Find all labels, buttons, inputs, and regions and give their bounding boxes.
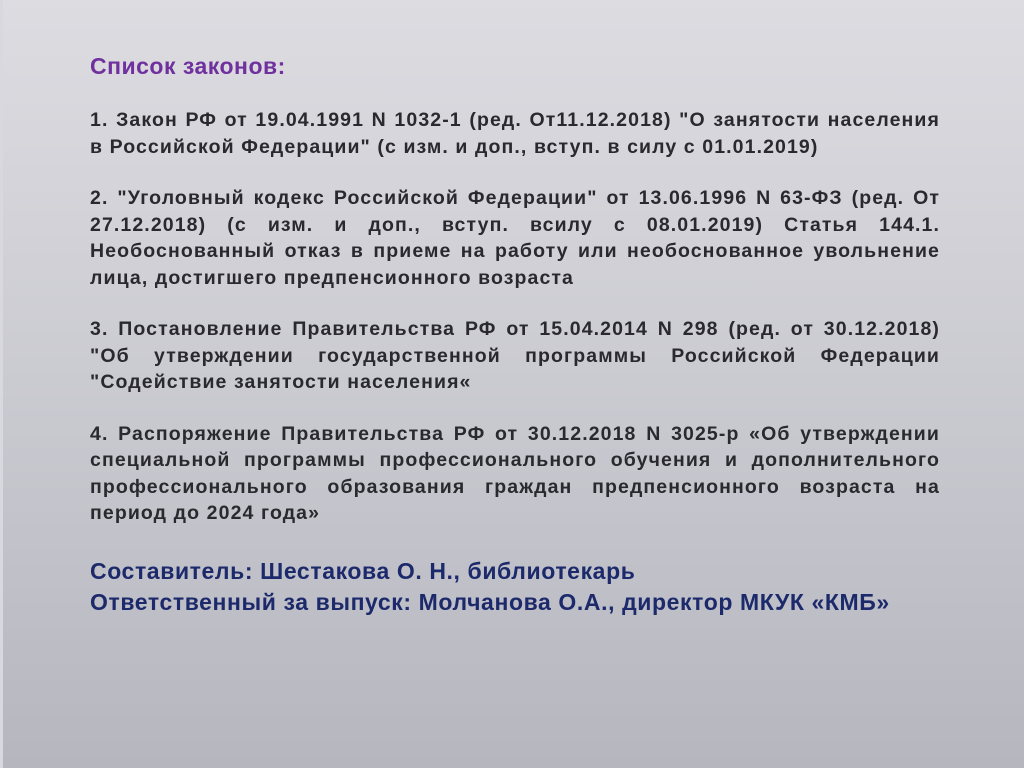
law-item-1: 1. Закон РФ от 19.04.1991 N 1032-1 (ред. От11.12.2018) "О занятости населения в Российской Федерации" (с изм. и доп., вступ. в силу с 01.01.2019) [90, 109, 940, 158]
law-item-2: 2. "Уголовный кодекс Российской Федерации" от 13.06.1996 N 63-ФЗ (ред. От 27.12.2018) (с изм. и доп., вступ. всилу с 08.01.2019) Статья 144.1. Необоснованный отказ в приеме на работу или необоснованное увольнение лица, достигшего предпенсионного возраста [90, 187, 940, 289]
credits-block [90, 556, 940, 618]
responsible-credit: Ответственный за выпуск: Молчанова О.А., директор МКУК «КМБ» [90, 588, 890, 615]
slide-content [90, 52, 940, 618]
law-item-4: 4. Распоряжение Правительства РФ от 30.12.2018 N 3025-р «Об утверждении специальной программы профессионального обучения и дополнительного профессионального образования граждан предпенсионного возраста на период до 2024 года» [90, 422, 940, 524]
law-item-3: 3. Постановление Правительства РФ от 15.04.2014 N 298 (ред. от 30.12.2018) "Об утверждении государственной программы Российской Федерации "Содействие занятости населения« [90, 318, 940, 393]
compiler-credit: Составитель: Шестакова О. Н., библиотекарь [90, 557, 636, 584]
slide-title: Список законов: [90, 53, 286, 79]
